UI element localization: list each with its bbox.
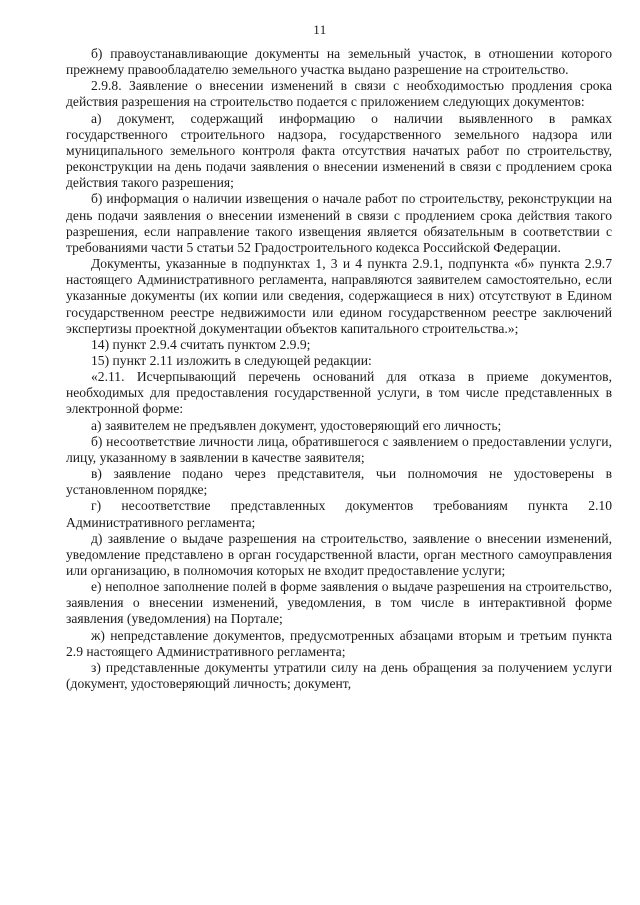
paragraph-documents-listed: Документы, указанные в подпунктах 1, 3 и 4 пункта 2.9.1, подпункта «б» пункта 2.9.7 настоящего Административного регламента, направляются заявителем самостоятельно, если указанные документы (их копии или сведения, содержащиеся в них) отсутствуют в Едином государственном реестре недвижимости или едином государственном реестре заключений экспертизы проектной документации объектов капитального строительства.»; (66, 256, 612, 336)
paragraph-2-9-8: 2.9.8. Заявление о внесении изменений в связи с необходимостью продления срока действия разрешения на строительство подается с приложением следующих документов: (66, 78, 612, 110)
paragraph-2-11-b: б) несоответствие личности лица, обратившегося с заявлением о предоставлении услуги, лицу, указанному в заявлении в качестве заявителя; (66, 433, 612, 465)
document-body (66, 46, 612, 692)
paragraph-2-11-g: г) несоответствие представленных документов требованиям пункта 2.10 Административного регламента; (66, 498, 612, 530)
paragraph-2-11-v: в) заявление подано через представителя, чьи полномочия не удостоверены в установленном порядке; (66, 466, 612, 498)
paragraph-2-11-d: д) заявление о выдаче разрешения на строительство, заявление о внесении изменений, уведомление представлено в орган государственной власти, орган местного самоуправления или организацию, в полномочия которых не входит предоставление услуги; (66, 530, 612, 578)
paragraph-b-title-documents: б) правоустанавливающие документы на земельный участок, в отношении которого прежнему правообладателю земельного участка выдано разрешение на строительство. (66, 46, 612, 78)
paragraph-2-11-z: з) представленные документы утратили силу на день обращения за получением услуги (документ, удостоверяющий личность; документ, (66, 659, 612, 692)
page-number: 11 (313, 22, 327, 37)
paragraph-2-11-zh: ж) непредставление документов, предусмотренных абзацами вторым и третьим пункта 2.9 настоящего Административного регламента; (66, 627, 612, 659)
paragraph-2-11-a: а) заявителем не предъявлен документ, удостоверяющий его личность; (91, 417, 502, 433)
paragraph-2-9-8-a: а) документ, содержащий информацию о наличии выявленного в рамках государственного строительного надзора, государственного земельного надзора или муниципального земельного контроля факта отсутствия начатых работ по строительству, реконструкции на день подачи заявления о внесении изменений в связи с продлением срока действия такого разрешения; (66, 110, 612, 191)
paragraph-2-11: «2.11. Исчерпывающий перечень оснований для отказа в приеме документов, необходимых для предоставления государственной услуги, в том числе представленных в электронной форме: (66, 369, 612, 417)
paragraph-2-11-e: е) неполное заполнение полей в форме заявления о выдаче разрешения на строительство, заявления о внесении изменений, уведомления, в том числе в интерактивной форме заявления (уведомления) на Портале; (66, 579, 612, 627)
paragraph-item-15: 15) пункт 2.11 изложить в следующей редакции: (91, 352, 372, 368)
paragraph-item-14: 14) пункт 2.9.4 считать пунктом 2.9.9; (91, 336, 311, 352)
paragraph-2-9-8-b: б) информация о наличии извещения о начале работ по строительству, реконструкции на день подачи заявления о внесении изменений в связи с продлением срока действия такого разрешения, если направление такого извещения является обязательным в соответствии с требованиями части 5 статьи 52 Градостроительного кодекса Российской Федерации. (66, 191, 612, 255)
